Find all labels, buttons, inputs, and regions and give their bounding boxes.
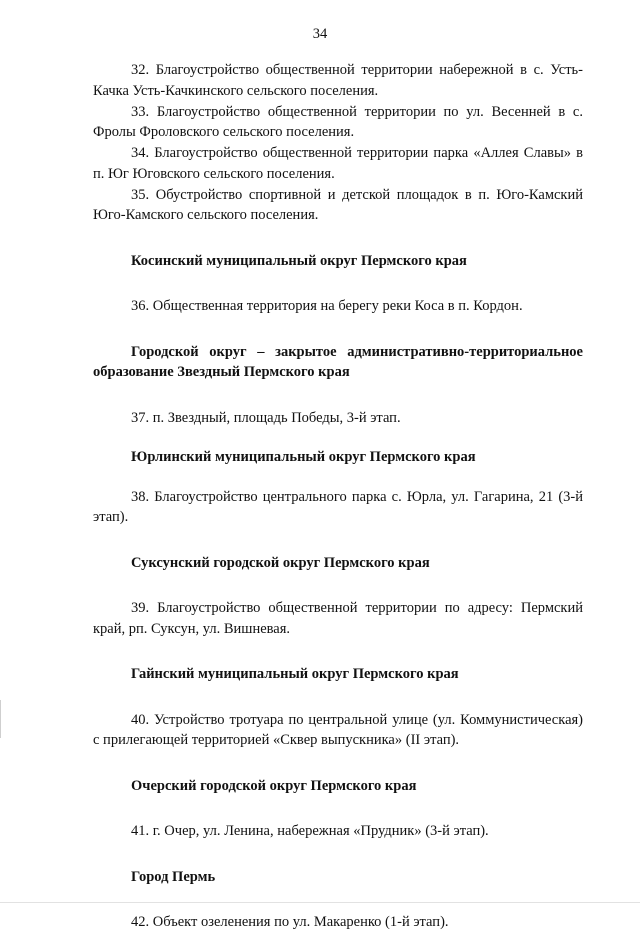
document-body [93,60,583,933]
list-item-38: 38. Благоустройство центрального парка с. Юрла, ул. Гагарина, 21 (3-й этап). [93,488,583,525]
section-heading-suksunsky: Суксунский городской округ Пермского края [131,554,430,571]
list-item-39: 39. Благоустройство общественной территории по адресу: Пермский край, рп. Суксун, ул. Вишневая. [93,600,583,637]
list-item-35: 35. Обустройство спортивной и детской площадок в п. Юго-Камский Юго-Камского сельского поселения. [93,186,583,223]
list-item-33: 33. Благоустройство общественной территории по ул. Весенней в с. Фролы Фроловского сельского поселения. [93,103,583,140]
list-item-36: 36. Общественная территория на берегу реки Коса в п. Кордон. [131,298,523,314]
scan-edge-mark [0,700,1,738]
section-heading-kosinsky: Косинский муниципальный округ Пермского края [131,252,467,269]
page-number: 34 [312,26,328,42]
list-item-32: 32. Благоустройство общественной территории набережной в с. Усть-Качка Усть-Качкинского сельского поселения. [93,62,583,99]
list-item-34: 34. Благоустройство общественной территории парка «Аллея Славы» в п. Юг Юговского сельского поселения. [93,145,583,182]
section-heading-perm: Город Пермь [131,868,216,885]
list-item-40: 40. Устройство тротуара по центральной улице (ул. Коммунистическая) с прилегающей территорией «Сквер выпускника» (II этап). [93,711,583,748]
section-heading-ochersky: Очерский городской округ Пермского края [131,777,417,794]
list-item-42: 42. Объект озеленения по ул. Макаренко (1-й этап). [131,914,449,930]
section-heading-yurlinsky: Юрлинский муниципальный округ Пермского края [131,449,476,465]
list-item-37: 37. п. Звездный, площадь Победы, 3-й этап. [131,409,401,426]
section-heading-zvezdny: Городской округ – закрытое административно-территориальное образование Звездный Пермского края [93,343,583,380]
list-item-41: 41. г. Очер, ул. Ленина, набережная «Прудник» (3-й этап). [131,823,489,839]
section-heading-gainsky: Гайнский муниципальный округ Пермского края [131,666,459,682]
scan-bottom-edge [0,902,640,903]
